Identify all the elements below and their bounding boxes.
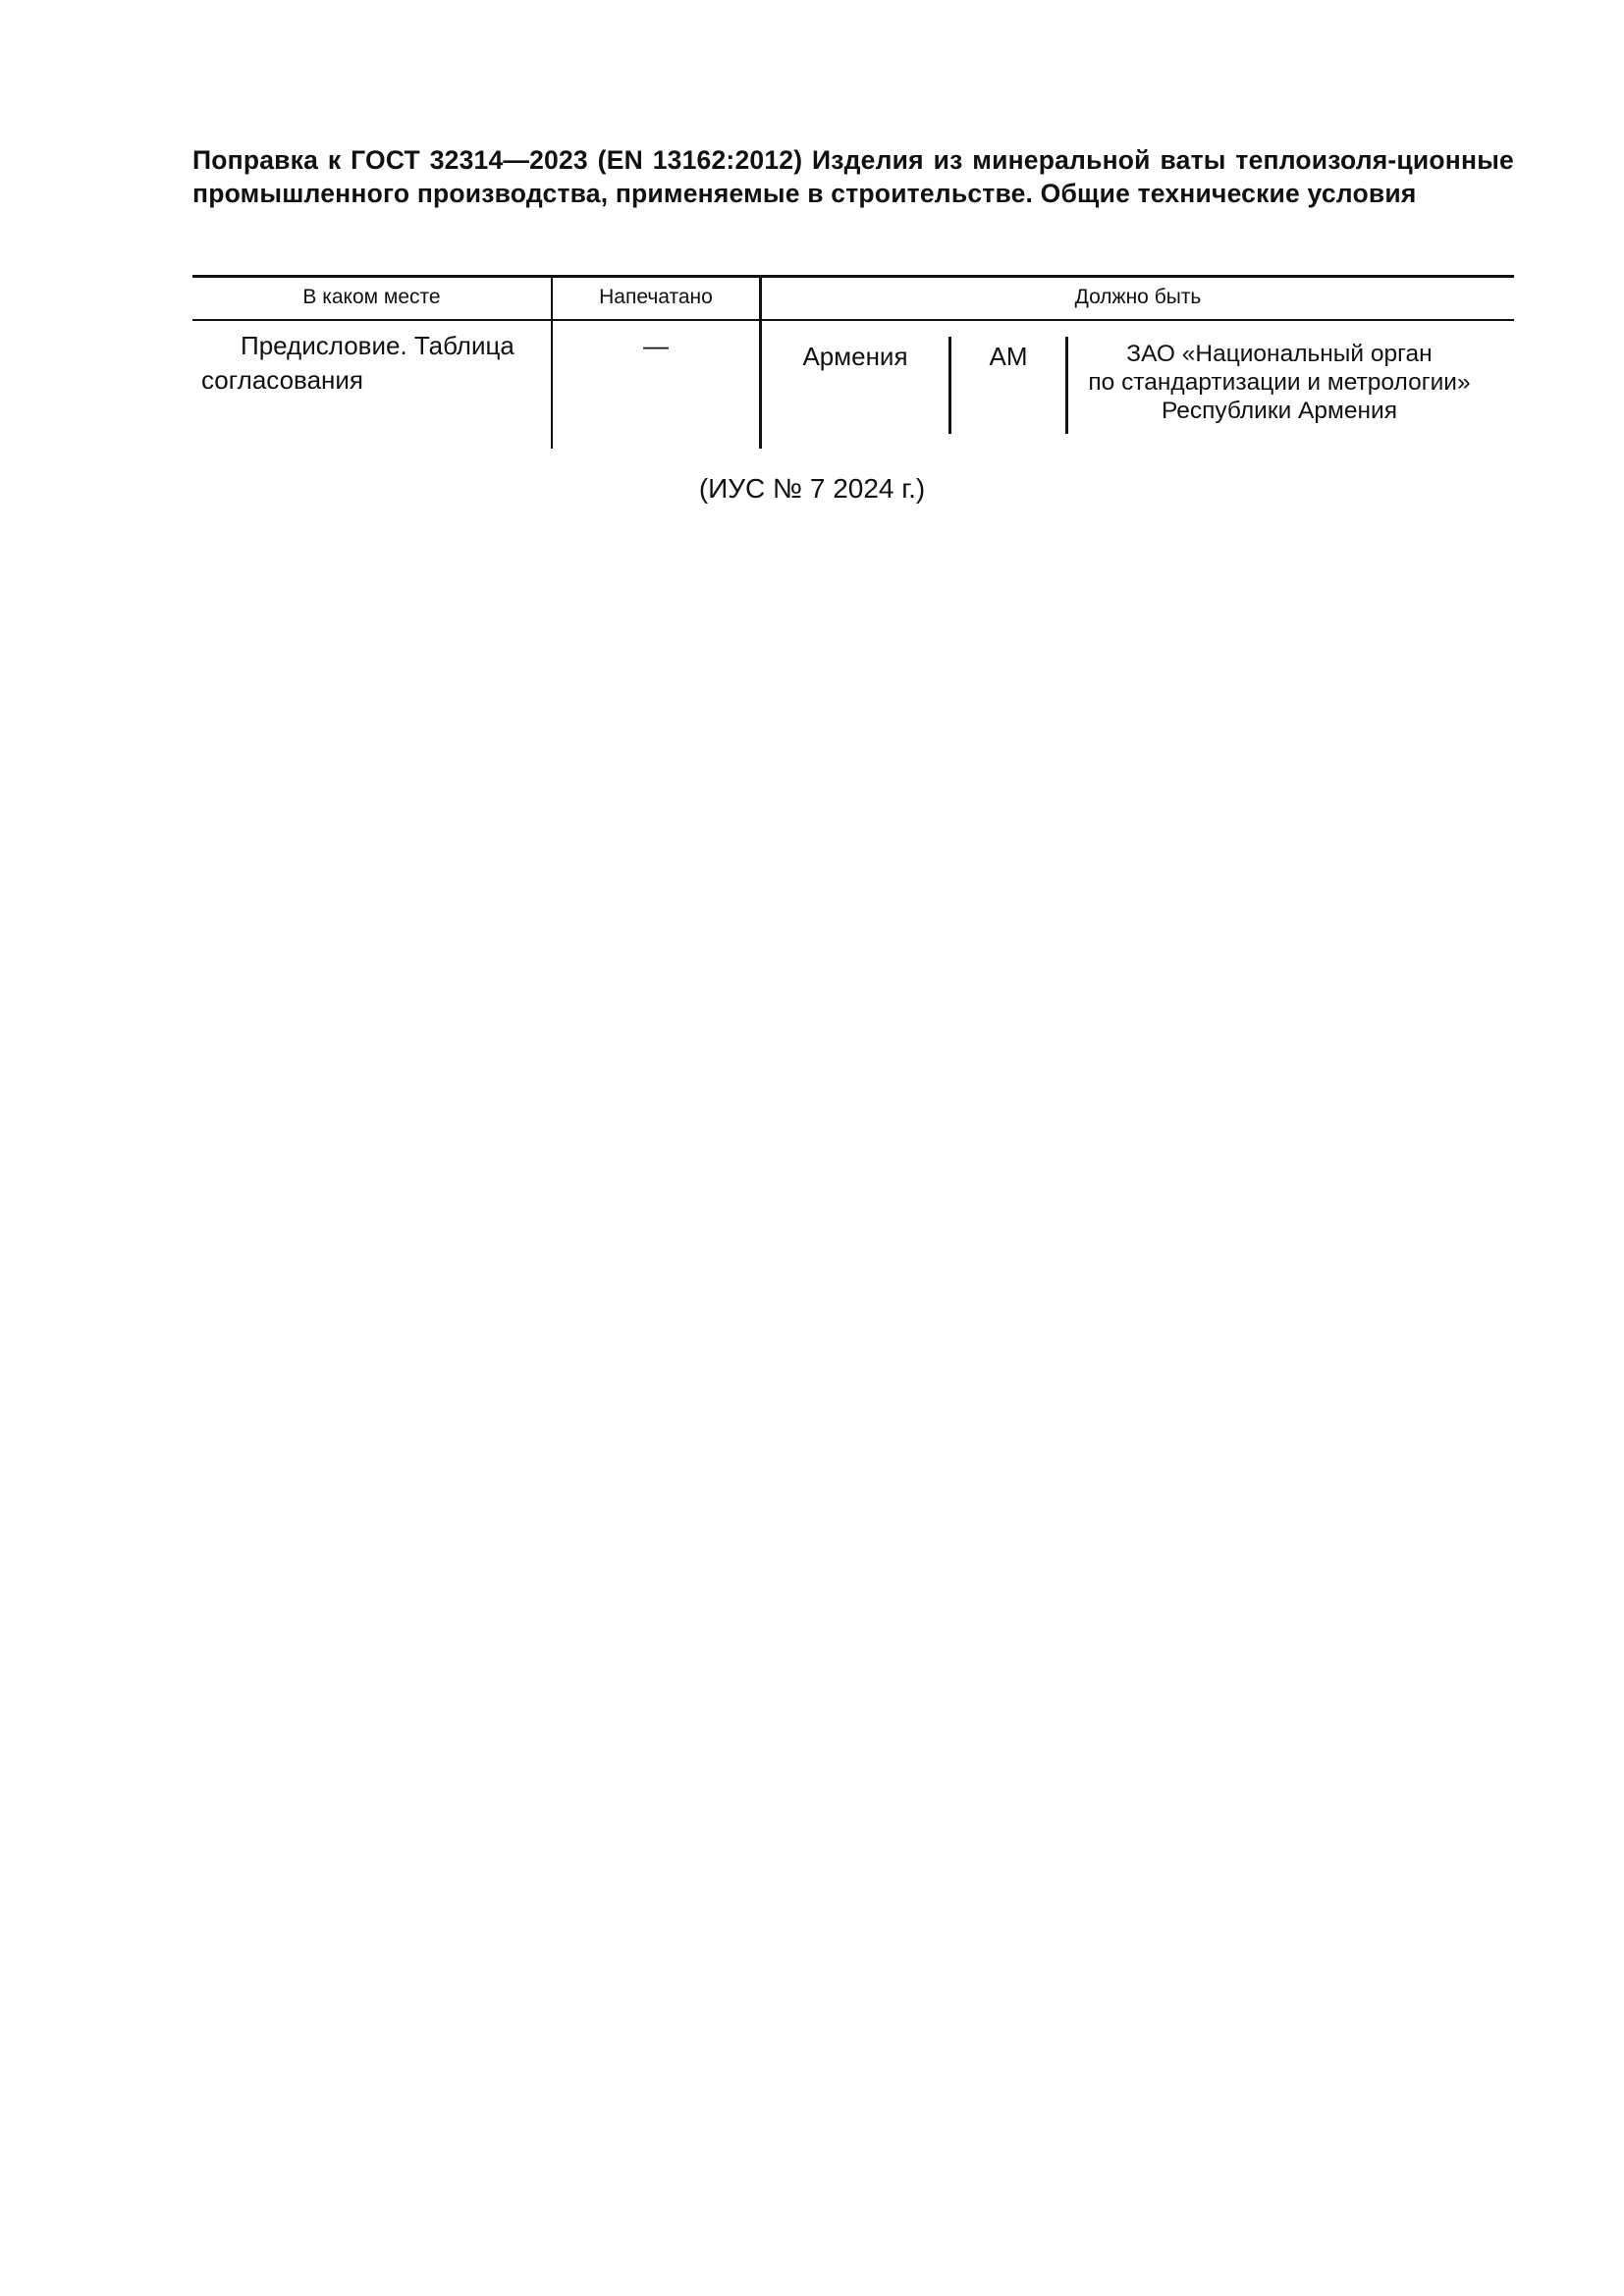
organization-line-3: Республики Армения [1162, 398, 1397, 424]
amendment-title: Поправка к ГОСТ 32314—2023 (EN 13162:2012) Изделия из минеральной ваты теплоизоля-ционные промышленного производства, применяемые в строительстве. Общие технические условия [192, 145, 1514, 208]
row-country: Армения [802, 342, 908, 371]
organization-line-2: по стандартизации и метрологии» [1088, 369, 1471, 396]
header-should-be: Должно быть [1074, 286, 1202, 308]
row-where: Предисловие. Таблица согласования [201, 331, 514, 395]
header-where: В каком месте [302, 286, 441, 308]
row-code: AM [989, 342, 1028, 371]
header-printed: Напечатано [599, 286, 713, 308]
row-printed: — [643, 331, 669, 360]
row-organization [1068, 340, 1490, 425]
table-header-rule [192, 319, 1514, 321]
organization-line-1: ЗАО «Национальный орган [1126, 341, 1433, 367]
publication-reference: (ИУС № 7 2024 г.) [698, 473, 926, 504]
